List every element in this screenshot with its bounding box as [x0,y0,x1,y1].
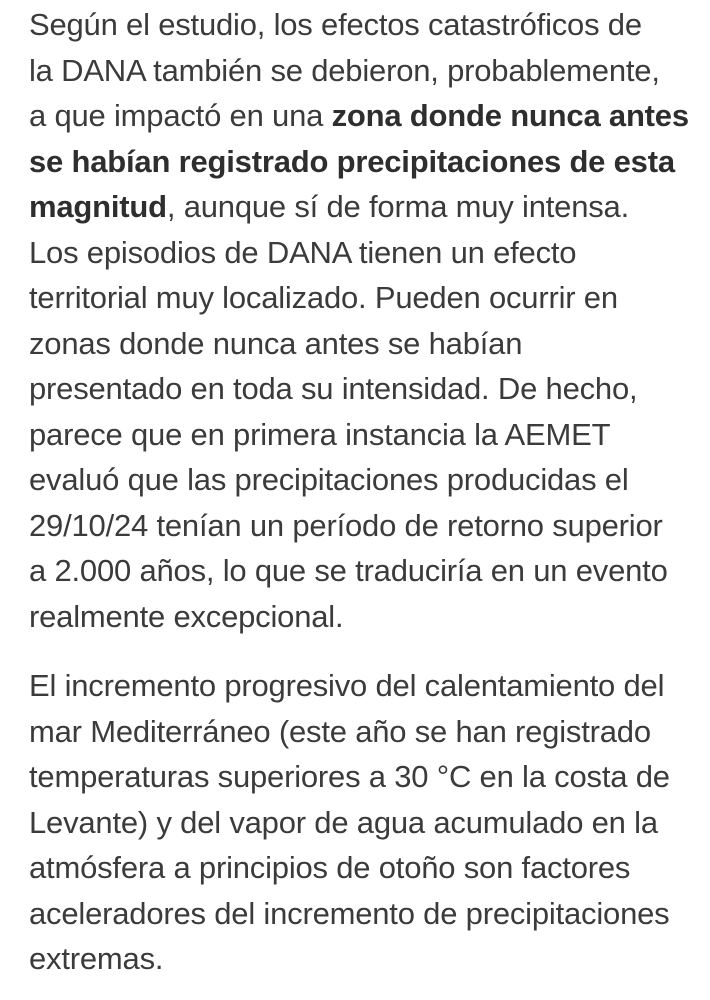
text-run: a 2.000 años, lo que se traduciría en un evento [29,553,668,588]
text-run: realmente excepcional. [29,598,344,634]
text-line [29,139,689,185]
text-line [29,48,689,94]
text-run: aceleradores del incremento de precipitaciones [29,895,670,931]
text-line [29,412,689,458]
text-run: temperaturas superiores a 30 °C en la costa de [29,759,670,794]
text-line [29,321,689,367]
bold-text-run: zona donde nunca antes [331,98,689,133]
text-run: extremas. [29,941,164,976]
bold-text-run: magnitud [29,189,167,224]
text-run: , aunque sí de forma muy intensa. [166,189,629,224]
paragraph-mediterranean-warming [29,663,670,982]
text-run: la DANA también se debieron, probablemente, [29,52,660,88]
paragraph-dana-study [29,2,689,639]
text-run: atmósfera a principios de otoño son factores [29,850,631,885]
text-line [29,845,670,891]
text-run: a que impactó en una [29,98,332,133]
text-run: El incremento progresivo del calentamiento del [29,668,665,703]
text-line [29,2,689,48]
text-line [29,800,670,846]
text-line [29,936,670,982]
text-line [29,230,689,276]
text-line [29,503,689,549]
text-line [29,184,689,230]
text-run: 29/10/24 tenían un período de retorno superior [29,507,663,543]
text-run: mar Mediterráneo (este año se han registrado [29,713,651,749]
text-line [29,891,670,937]
text-line [29,594,689,640]
text-run: Los episodios de DANA tienen un efecto [29,234,577,270]
text-run: Levante) y del vapor de agua acumulado en la [29,804,658,840]
text-run: zonas donde nunca antes se habían [29,325,523,361]
bold-text-run: se habían registrado precipitaciones de esta [29,143,675,179]
text-run: parece que en primera instancia la AEMET [29,416,611,452]
text-line [29,93,689,139]
text-line [29,663,670,709]
text-line [29,275,689,321]
text-run: Según el estudio, los efectos catastróficos de [29,7,642,42]
text-line [29,548,689,594]
text-line [29,754,670,800]
text-run: territorial muy localizado. Pueden ocurrir en [29,280,618,315]
text-line [29,709,670,755]
text-line [29,457,689,503]
text-run: presentado en toda su intensidad. De hecho, [29,371,638,406]
text-run: evaluó que las precipitaciones producidas el [29,462,629,497]
text-line [29,366,689,412]
